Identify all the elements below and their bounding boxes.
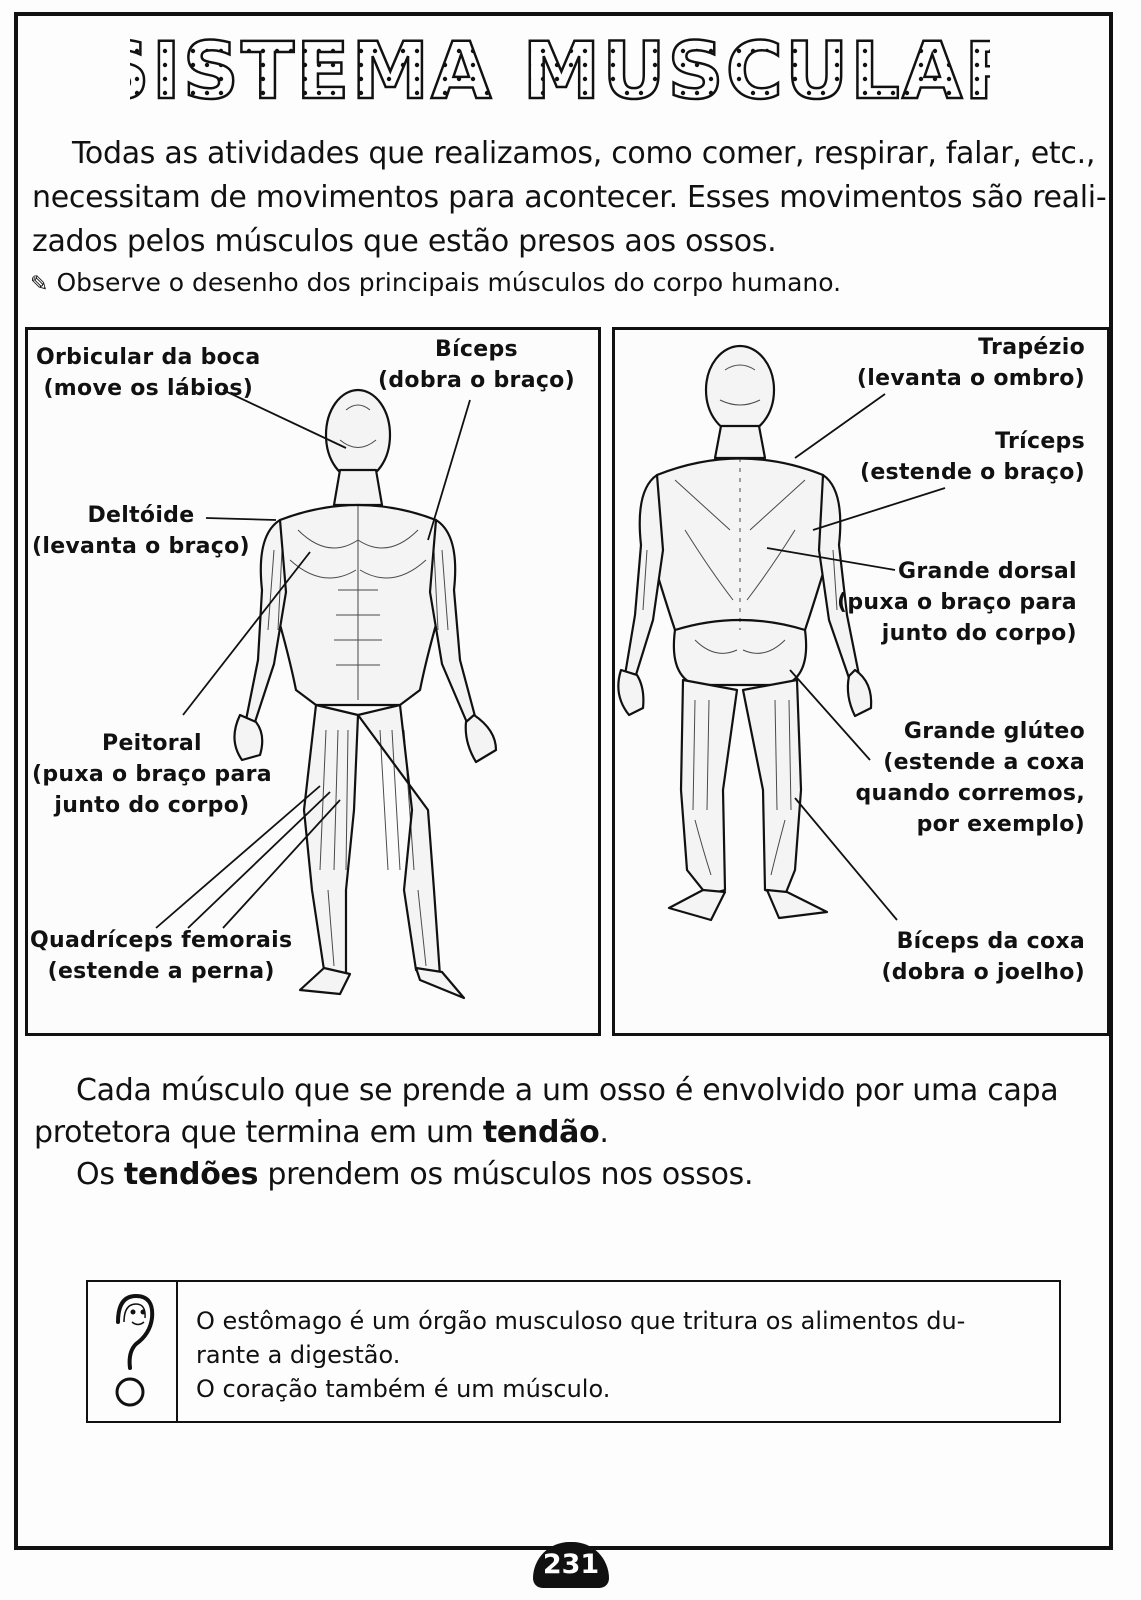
intro-line-3: zados pelos músculos que estão presos aos ossos. [32, 224, 777, 259]
front-muscles-panel [25, 327, 601, 1036]
note-line-3: O coração também é um músculo. [196, 1375, 611, 1403]
intro-line-2: necessitam de movimentos para acontecer. Esses movimentos são reali- [32, 180, 1107, 215]
back-muscles-panel [612, 327, 1110, 1036]
label-deltoide: Deltóide (levanta o braço) [32, 503, 250, 559]
label-grande-dorsal: Grande dorsal (puxa o braço para junto do corpo) [837, 559, 1077, 646]
question-mark-character-icon [88, 1282, 178, 1421]
note-text [196, 1304, 1046, 1406]
intro-line-1: Todas as atividades que realizamos, como comer, respirar, falar, etc., [72, 136, 1096, 171]
curiosity-note-box [86, 1280, 1061, 1423]
label-grande-gluteo: Grande glúteo (estende a coxa quando corremos, por exemplo) [855, 719, 1085, 837]
label-orbicular: Orbicular da boca (move os lábios) [36, 345, 261, 401]
body-line-3: Os tendões prendem os músculos nos ossos. [76, 1157, 754, 1192]
pencil-icon: ✎ [30, 272, 49, 297]
body-line-1: Cada músculo que se prende a um osso é envolvido por uma capa [76, 1073, 1059, 1108]
label-trapezio: Trapézio (levanta o ombro) [856, 335, 1085, 391]
title-text: SISTEMA MUSCULAR [130, 30, 990, 110]
page-title [130, 30, 990, 110]
label-biceps: Bíceps (dobra o braço) [378, 337, 575, 393]
tendoes-bold: tendões [123, 1157, 259, 1192]
tendao-bold: tendão [482, 1115, 600, 1150]
body-line-2: protetora que termina em um tendão. [34, 1115, 609, 1150]
observe-instruction [30, 266, 841, 302]
page-number: 231 [533, 1542, 609, 1588]
label-biceps-coxa: Bíceps da coxa (dobra o joelho) [881, 929, 1085, 985]
note-line-1: O estômago é um órgão musculoso que tritura os alimentos du- [196, 1307, 966, 1335]
label-peitoral: Peitoral (puxa o braço para junto do corpo) [32, 731, 272, 818]
label-triceps: Tríceps (estende o braço) [859, 429, 1085, 485]
note-line-2: rante a digestão. [196, 1341, 401, 1369]
intro-paragraph [32, 132, 1112, 264]
label-quadriceps: Quadríceps femorais (estende a perna) [30, 928, 293, 984]
tendon-paragraph [34, 1070, 1114, 1196]
observe-text: Observe o desenho dos principais músculos do corpo humano. [56, 268, 842, 297]
